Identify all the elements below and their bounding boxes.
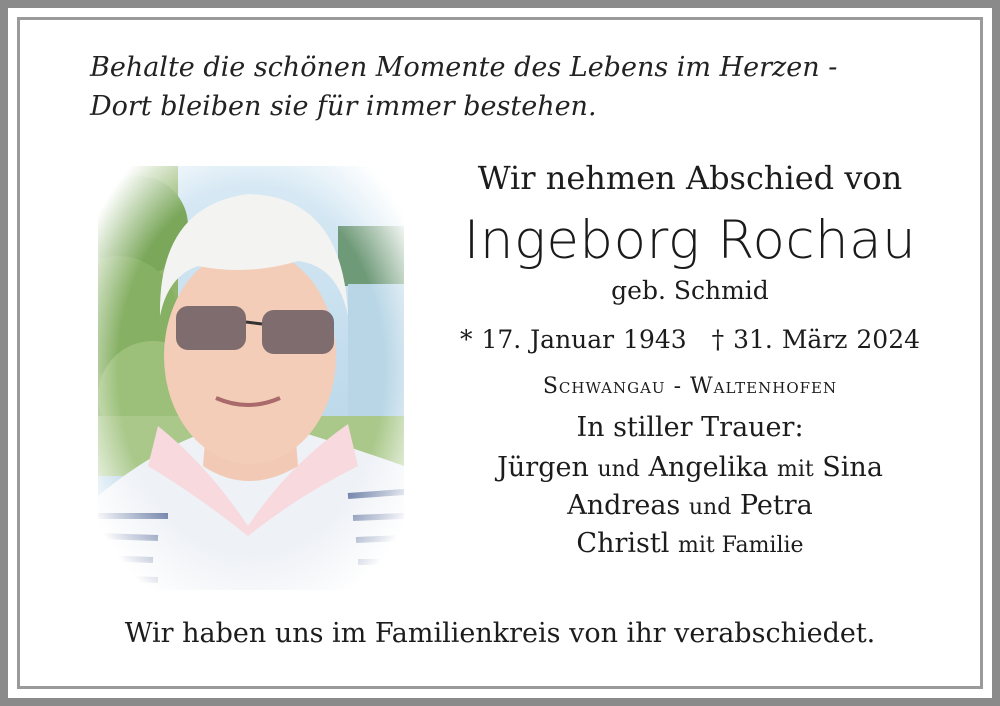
family-name: Jürgen [497,452,589,483]
portrait-photo [98,166,404,590]
family-line-3 [455,526,925,564]
family-conj: und [597,457,640,482]
family-list [455,450,925,564]
deceased-name: Ingeborg Rochau [463,210,917,271]
maiden-name: geb. Schmid [611,276,769,305]
birth-date: 17. Januar 1943 [481,325,687,354]
family-name: Petra [739,490,813,521]
family-name: Andreas [567,490,681,521]
family-name: Sina [822,452,883,483]
motto-line-2: Dort bleiben sie für immer bestehen. [90,91,597,122]
motto-line-1: Behalte die schönen Momente des Lebens im Herzen - [90,52,838,83]
family-line-2 [455,488,925,526]
family-conj: und [688,495,732,520]
motto [90,48,890,126]
place: Schwangau - Waltenhofen [542,374,838,399]
family-conj: mit Familie [677,533,804,558]
death-date: 31. März 2024 [733,325,921,354]
closing-text: Wir haben uns im Familienkreis von ihr verabschiedet. [124,618,876,649]
born-symbol: * [459,325,473,354]
family-line-1 [455,450,925,488]
intro-text: Wir nehmen Abschied von [477,159,903,197]
life-dates [455,322,925,358]
family-name: Angelika [648,452,769,483]
family-name: Christl [576,528,670,559]
mourning-heading: In stiller Trauer: [576,412,804,443]
family-conj: mit [776,457,814,482]
cross-icon: † [711,325,725,354]
notice-main [455,156,925,564]
